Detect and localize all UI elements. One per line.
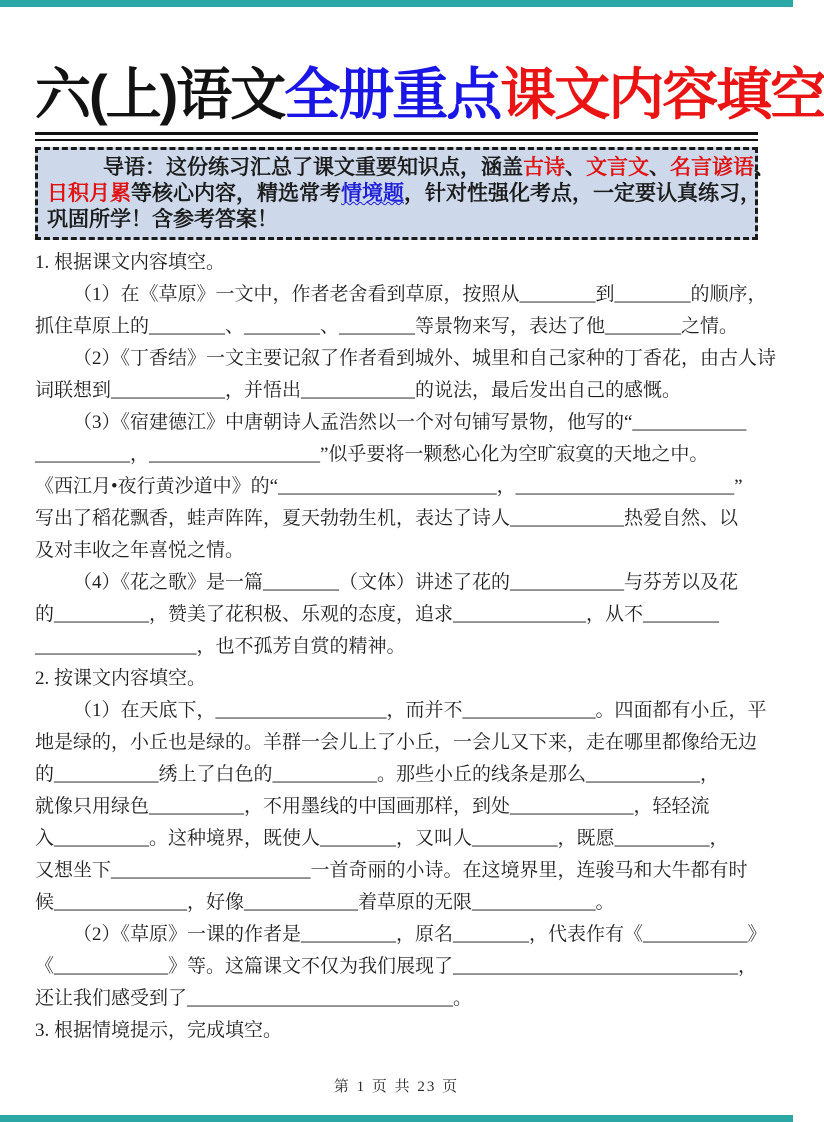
worksheet-line: 3. 根据情境提示，完成填空。 (35, 1020, 283, 1042)
intro-line (47, 154, 775, 180)
worksheet-line: 抓住草原上的________、________、________等景物来写，表达了他________之情。 (35, 316, 739, 338)
intro-highlight: 古诗 (523, 155, 565, 180)
worksheet-line: 又想坐下_____________________一首奇丽的小诗。在这境界里，连骏马和大牛都有时 (35, 860, 748, 882)
page-title (35, 62, 824, 128)
worksheet-line: 地是绿的，小丘也是绿的。羊群一会儿上了小丘，一会儿又下来，走在哪里都像给无边 (35, 732, 758, 754)
worksheet-line: 的___________绣上了白色的___________。那些小丘的线条是那么____________， (35, 764, 720, 786)
worksheet-line: （2）《丁香结》一文主要记叙了作者看到城外、城里和自己家种的丁香花，由古人诗 (73, 348, 777, 370)
title-segment: 全册重点 (284, 63, 501, 126)
intro-box (35, 147, 775, 240)
intro-highlight: 文言文 (586, 155, 649, 180)
page-number: 第 1 页 共 23 页 (333, 1079, 460, 1095)
intro-line (47, 180, 761, 206)
worksheet-line: 候______________，好像____________着草原的无限_____________。 (35, 892, 615, 914)
worksheet-line: 及对丰收之年喜悦之情。 (35, 540, 245, 562)
worksheet-line: （1）在天底下，__________________，而并不______________。四面都有小丘，平 (73, 700, 767, 722)
intro-text: 导语：这份练习汇总了课文重要知识点，涵盖 (103, 155, 523, 180)
intro-text: 巩固所学！含参考答案！ (47, 207, 278, 232)
worksheet-line: 《西江月•夜行黄沙道中》的“_______________________，_______________________” (35, 476, 743, 498)
intro-text: 等核心内容，精选常考 (131, 181, 341, 206)
intro-highlight: 日积月累 (47, 181, 131, 206)
title-segment: 六(上)语文 (35, 63, 285, 126)
intro-text: 、 (754, 155, 775, 180)
title-double-underline (35, 132, 758, 141)
worksheet-line: 《____________》等。这篇课文不仅为我们展现了______________________________， (35, 956, 758, 978)
worksheet-line: 词联想到____________，并悟出____________的说法，最后发出自己的感慨。 (35, 380, 682, 402)
page-content (35, 0, 824, 1047)
worksheet-line: __________，__________________”似乎要将一颗愁心化为空旷寂寞的天地之中。 (35, 444, 709, 466)
intro-text: 、 (649, 155, 670, 180)
worksheet-line: _________________，也不孤芳自赏的精神。 (35, 636, 406, 658)
worksheet-line: （2）《草原》一课的作者是__________，原名________，代表作有《___________》 (73, 924, 767, 946)
worksheet-line: （3）《宿建德江》中唐朝诗人孟浩然以一个对句铺写景物，他写的“____________ (73, 412, 747, 434)
intro-text: ，针对性强化考点，一定要认真练习， (404, 181, 761, 206)
page-footer (0, 1075, 793, 1096)
intro-highlight-underlined: 情境题 (341, 181, 404, 206)
worksheet-line: （1）在《草原》一文中，作者老舍看到草原，按照从________到________的顺序， (73, 284, 767, 306)
worksheet-line: 入__________。这种境界，既使人________，又叫人_________，既愿__________， (35, 828, 729, 850)
intro-line (47, 206, 746, 232)
title-segment: 课文内容填空 (500, 63, 824, 126)
worksheet-body (35, 247, 777, 1047)
worksheet-line: 2. 按课文内容填空。 (35, 668, 207, 690)
intro-highlight: 名言谚语 (670, 155, 754, 180)
worksheet-line: （4）《花之歌》是一篇________（文体）讲述了花的____________与芬芳以及花 (73, 572, 739, 594)
worksheet-line: 还让我们感受到了____________________________。 (35, 988, 473, 1010)
worksheet-line: 的__________，赞美了花积极、乐观的态度，追求______________，从不________ (35, 604, 720, 626)
bottom-accent-bar (0, 1115, 793, 1122)
worksheet-line: 写出了稻花飘香，蛙声阵阵，夏天勃勃生机，表达了诗人____________热爱自然、以 (35, 508, 739, 530)
worksheet-line: 就像只用绿色__________，不用墨线的中国画那样，到处_____________，轻轻流 (35, 796, 710, 818)
worksheet-line: 1. 根据课文内容填空。 (35, 252, 226, 274)
intro-text: 、 (565, 155, 586, 180)
